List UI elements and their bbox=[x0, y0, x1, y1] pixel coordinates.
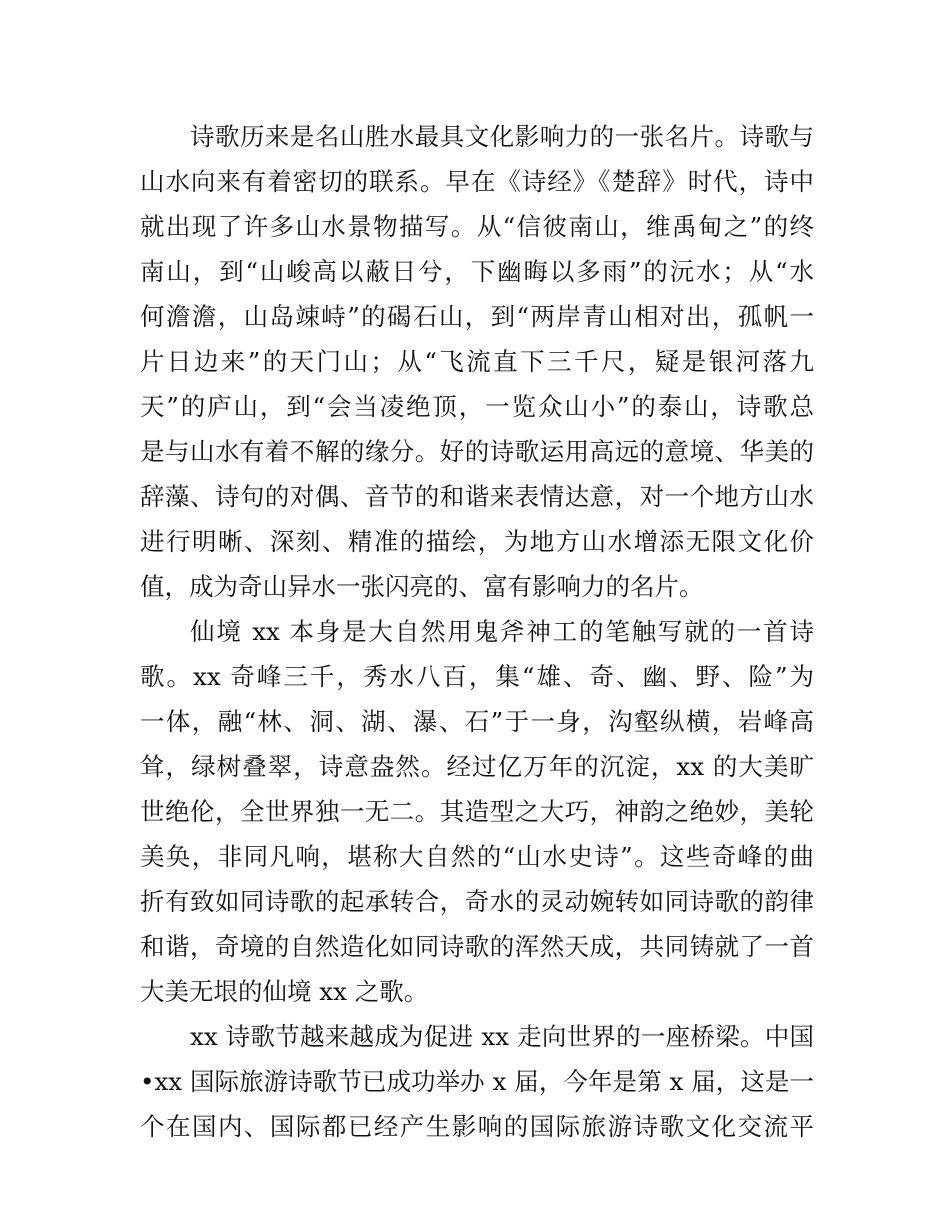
text-line: 片日边来”的天门山；从“飞流直下三千尺，疑是银河落九 bbox=[140, 347, 814, 376]
text-line: 是与山水有着不解的缘分。好的诗歌运用高远的意境、华美的 bbox=[140, 437, 814, 466]
text-line: 一体，融“林、洞、湖、瀑、石”于一身，沟壑纵横，岩峰高 bbox=[140, 707, 814, 736]
text-line: 南山，到“山峻高以蔽日兮，下幽晦以多雨”的沅水；从“水 bbox=[140, 257, 814, 286]
text-line: 天”的庐山，到“会当凌绝顶，一览众山小”的泰山，诗歌总 bbox=[140, 392, 814, 421]
text-line: 山水向来有着密切的联系。早在《诗经》《楚辞》时代，诗中 bbox=[140, 167, 814, 196]
text-line: 个在国内、国际都已经产生影响的国际旅游诗歌文化交流平 bbox=[140, 1112, 814, 1141]
paragraph-2 bbox=[140, 609, 814, 1014]
text-line: 世绝伦，全世界独一无二。其造型之大巧，神韵之绝妙，美轮 bbox=[140, 797, 814, 826]
text-line: 耸，绿树叠翠，诗意盎然。经过亿万年的沉淀，xx 的大美旷 bbox=[140, 752, 814, 781]
text-line: 辞藻、诗句的对偶、音节的和谐来表情达意，对一个地方山水 bbox=[140, 482, 814, 511]
text-line: xx 诗歌节越来越成为促进 xx 走向世界的一座桥梁。中国 bbox=[190, 1022, 814, 1051]
text-line: 何澹澹，山岛竦峙”的碣石山，到“两岸青山相对出，孤帆一 bbox=[140, 302, 814, 331]
text-line: 大美无垠的仙境 xx 之歌。 bbox=[140, 977, 429, 1006]
paragraph-1 bbox=[140, 114, 814, 609]
text-line: 歌。xx 奇峰三千，秀水八百，集“雄、奇、幽、野、险”为 bbox=[140, 662, 814, 691]
text-line: 折有致如同诗歌的起承转合，奇水的灵动婉转如同诗歌的韵律 bbox=[140, 887, 814, 916]
paragraph-3 bbox=[140, 1014, 814, 1149]
text-line: 进行明晰、深刻、精准的描绘，为地方山水增添无限文化价 bbox=[140, 527, 814, 556]
text-line: 值，成为奇山异水一张闪亮的、富有影响力的名片。 bbox=[140, 572, 704, 601]
document-body bbox=[140, 114, 814, 1149]
text-line: 就出现了许多山水景物描写。从“信彼南山，维禹甸之”的终 bbox=[140, 212, 814, 241]
text-line: 诗歌历来是名山胜水最具文化影响力的一张名片。诗歌与 bbox=[190, 122, 814, 151]
text-line: 仙境 xx 本身是大自然用鬼斧神工的笔触写就的一首诗 bbox=[190, 617, 814, 646]
text-line: •xx 国际旅游诗歌节已成功举办 x 届，今年是第 x 届，这是一 bbox=[140, 1067, 814, 1096]
text-line: 和谐，奇境的自然造化如同诗歌的浑然天成，共同铸就了一首 bbox=[140, 932, 814, 961]
text-line: 美奂，非同凡响，堪称大自然的“山水史诗”。这些奇峰的曲 bbox=[140, 842, 814, 871]
